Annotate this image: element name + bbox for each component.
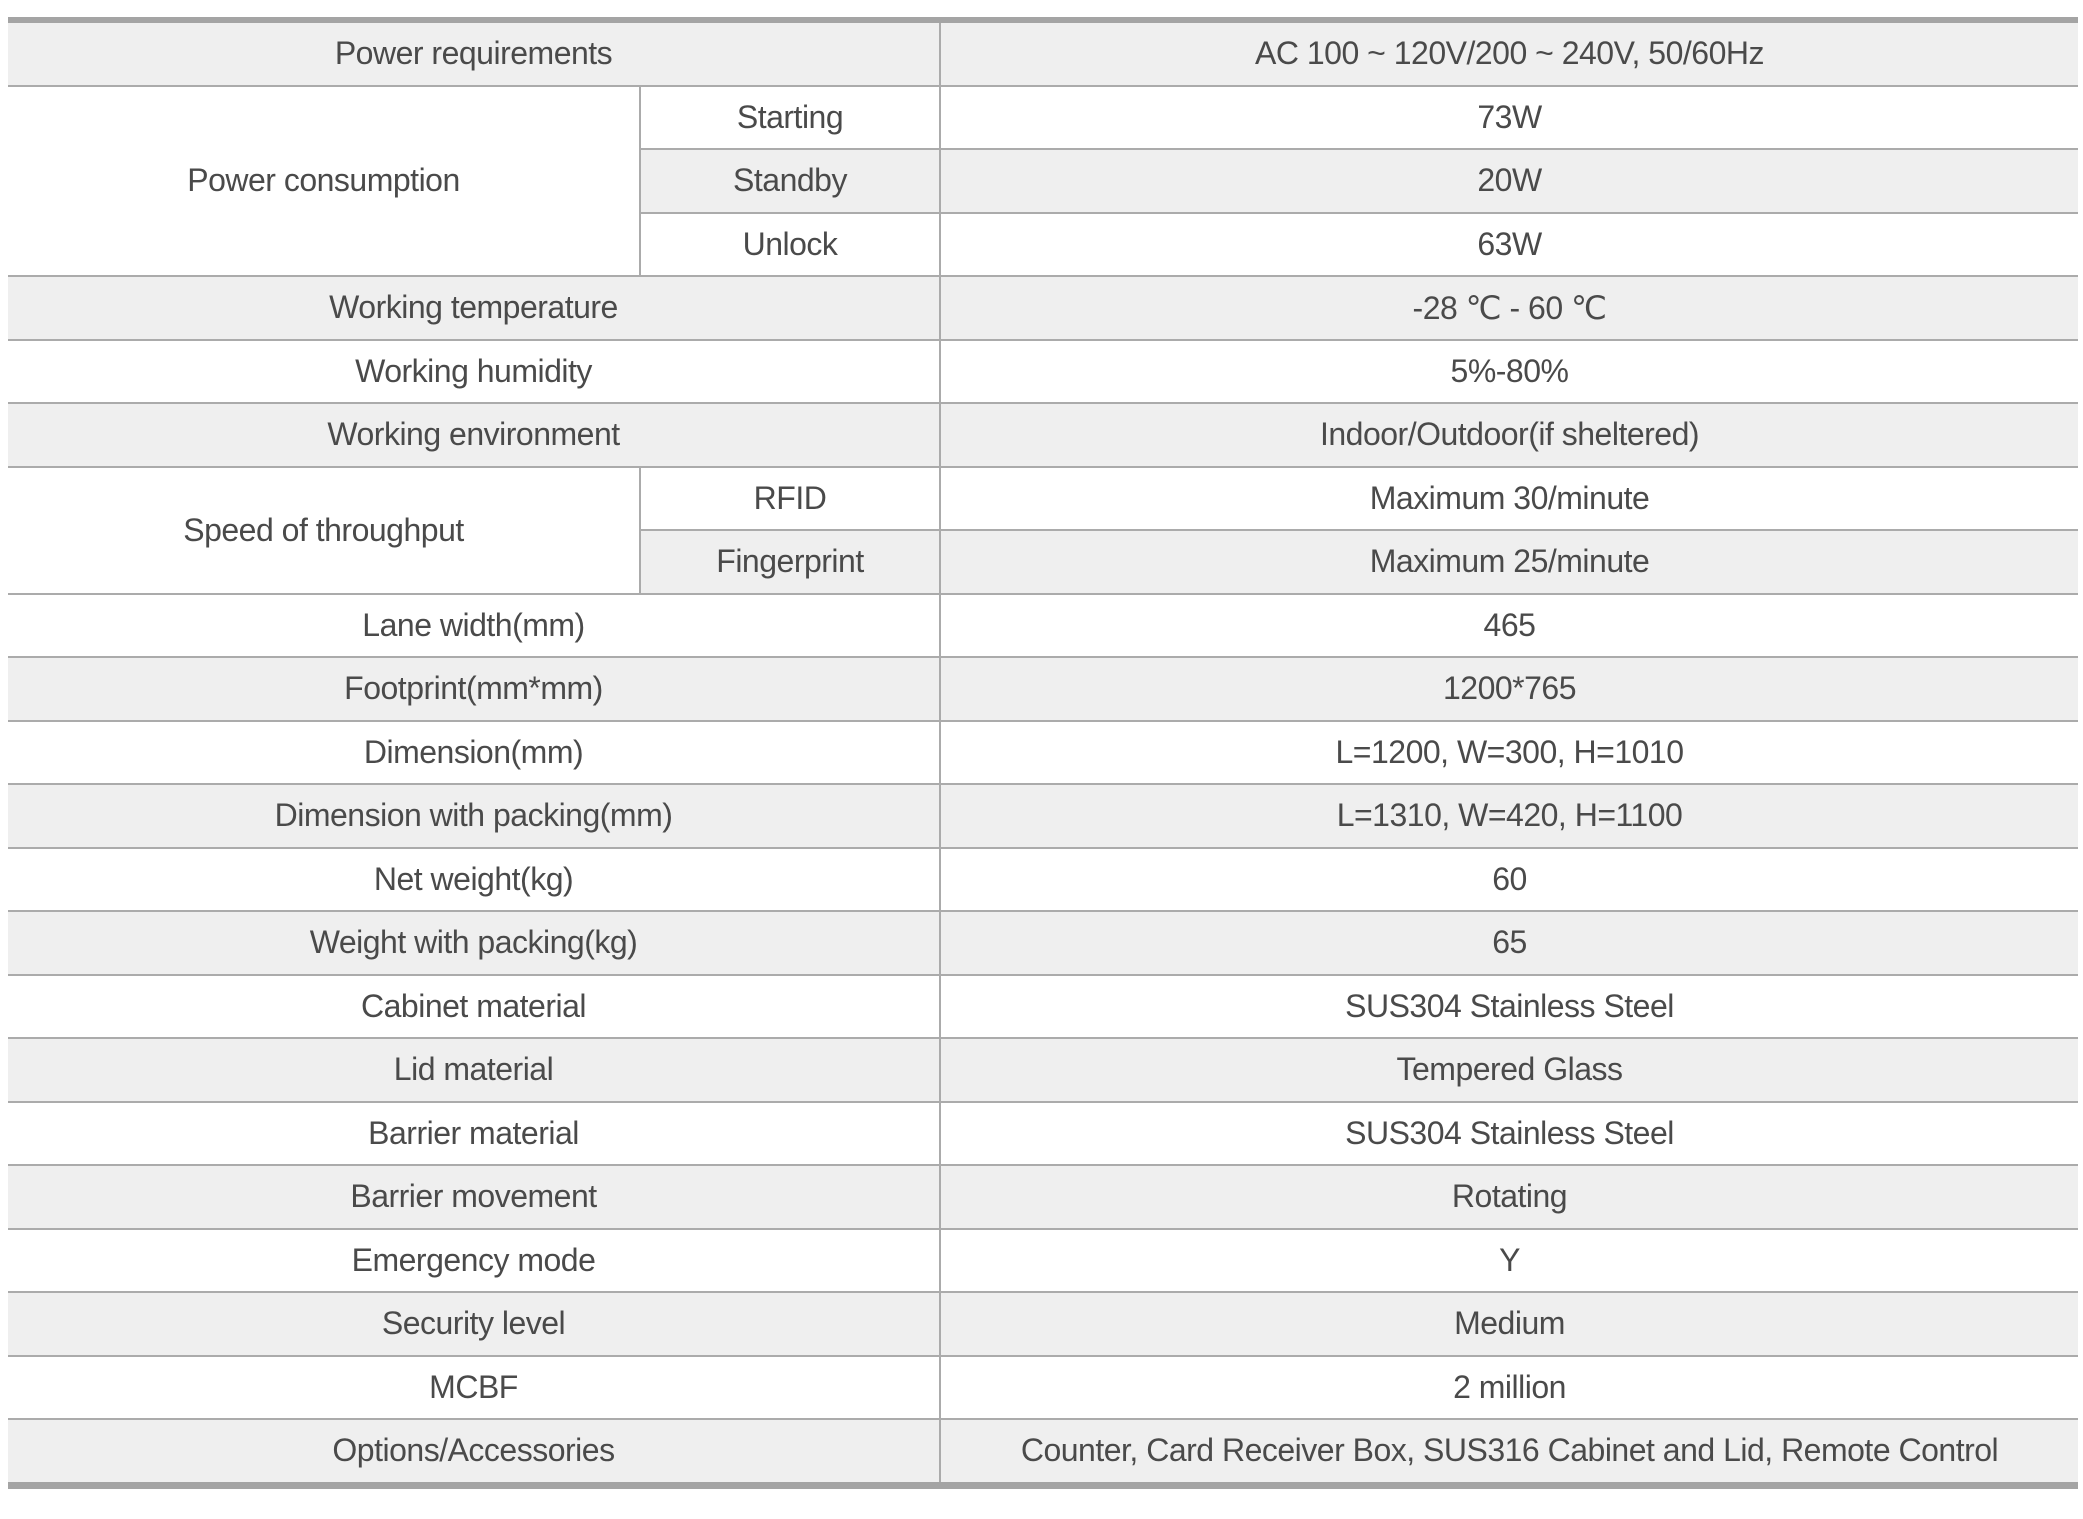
table-row [8,1292,2078,1356]
table-row [8,467,2078,531]
row-label: Barrier movement [8,1165,940,1229]
table-row [8,1356,2078,1420]
row-label: Security level [8,1292,940,1356]
row-sub-label: Standby [640,149,940,213]
row-value: L=1200, W=300, H=1010 [940,721,2078,785]
row-value: 1200*765 [940,657,2078,721]
row-value: 2 million [940,1356,2078,1420]
row-value: 63W [940,213,2078,277]
row-value: 20W [940,149,2078,213]
row-value: Maximum 30/minute [940,467,2078,531]
table-row [8,975,2078,1039]
row-label: Working temperature [8,276,940,340]
table-row [8,1419,2078,1482]
table-row [8,1038,2078,1102]
table-row [8,1229,2078,1293]
row-value: Maximum 25/minute [940,530,2078,594]
row-value: Medium [940,1292,2078,1356]
table-row [8,784,2078,848]
table-row [8,911,2078,975]
row-label: Options/Accessories [8,1419,940,1482]
table-row [8,340,2078,404]
row-value: 60 [940,848,2078,912]
row-value: Rotating [940,1165,2078,1229]
row-value: Indoor/Outdoor(if sheltered) [940,403,2078,467]
row-value: -28 ℃ - 60 ℃ [940,276,2078,340]
row-label: Dimension with packing(mm) [8,784,940,848]
row-value: L=1310, W=420, H=1100 [940,784,2078,848]
row-label: Power requirements [8,23,940,86]
row-value: 5%-80% [940,340,2078,404]
table-row [8,1102,2078,1166]
table-row [8,594,2078,658]
spec-table [8,23,2078,1482]
row-value: SUS304 Stainless Steel [940,1102,2078,1166]
row-label: MCBF [8,1356,940,1420]
row-label: Barrier material [8,1102,940,1166]
row-value: AC 100 ~ 120V/200 ~ 240V, 50/60Hz [940,23,2078,86]
row-label: Dimension(mm) [8,721,940,785]
row-label: Cabinet material [8,975,940,1039]
table-row [8,23,2078,86]
row-value: SUS304 Stainless Steel [940,975,2078,1039]
row-label: Working humidity [8,340,940,404]
table-row [8,403,2078,467]
row-value: Y [940,1229,2078,1293]
row-label: Footprint(mm*mm) [8,657,940,721]
spec-sheet [8,17,2078,1489]
row-label: Emergency mode [8,1229,940,1293]
row-label: Net weight(kg) [8,848,940,912]
row-value: 73W [940,86,2078,150]
table-bottom-border [8,1482,2078,1489]
row-value: 465 [940,594,2078,658]
row-value: Counter, Card Receiver Box, SUS316 Cabinet and Lid, Remote Control [940,1419,2078,1482]
row-sub-label: Starting [640,86,940,150]
table-row [8,657,2078,721]
row-sub-label: Unlock [640,213,940,277]
table-row [8,721,2078,785]
row-label: Weight with packing(kg) [8,911,940,975]
table-row [8,276,2078,340]
row-value: 65 [940,911,2078,975]
row-value: Tempered Glass [940,1038,2078,1102]
row-label: Working environment [8,403,940,467]
row-group-label: Speed of throughput [8,467,640,594]
table-row [8,1165,2078,1229]
row-sub-label: Fingerprint [640,530,940,594]
table-row [8,86,2078,150]
table-row [8,848,2078,912]
row-label: Lid material [8,1038,940,1102]
row-sub-label: RFID [640,467,940,531]
row-label: Lane width(mm) [8,594,940,658]
row-group-label: Power consumption [8,86,640,277]
